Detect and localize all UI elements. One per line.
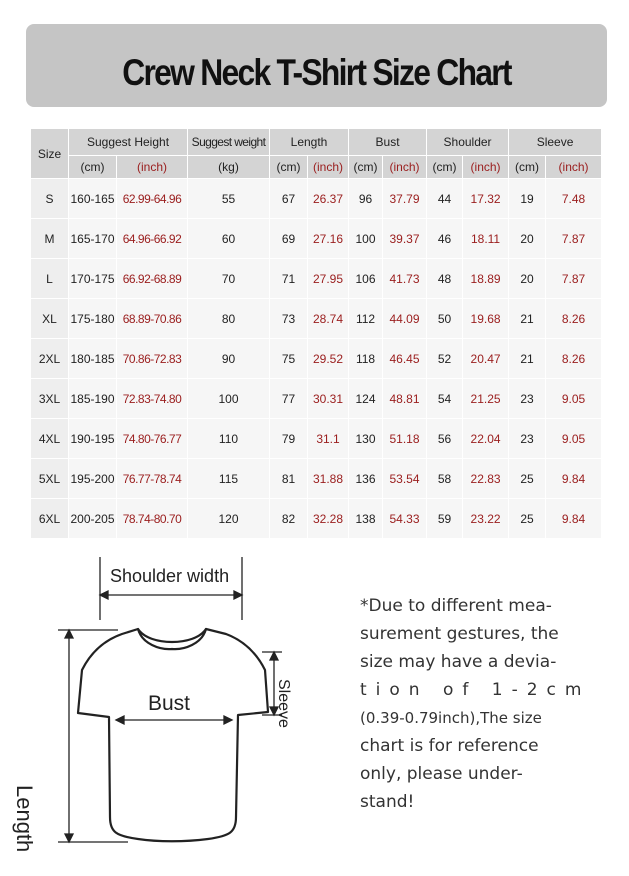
table-cell: 20.47	[463, 339, 509, 379]
note-line: (0.39-0.79inch),The size	[360, 709, 542, 727]
unit-sleeve-inch: (inch)	[546, 156, 602, 179]
table-cell: 8.26	[546, 339, 602, 379]
table-cell: 22.04	[463, 419, 509, 459]
table-cell: 50	[427, 299, 463, 339]
table-row	[31, 219, 602, 259]
size-cell: XL	[31, 299, 69, 339]
table-cell: 64.96-66.92	[117, 219, 188, 259]
note-line: stand!	[360, 792, 415, 812]
table-cell: 60	[188, 219, 270, 259]
table-cell: 55	[188, 179, 270, 219]
table-cell: 31.88	[308, 459, 349, 499]
header-shoulder: Shoulder	[427, 129, 509, 156]
table-unit-row	[31, 156, 602, 179]
unit-bust-inch: (inch)	[383, 156, 427, 179]
unit-sleeve-cm: (cm)	[509, 156, 546, 179]
unit-length-cm: (cm)	[270, 156, 308, 179]
table-cell: 69	[270, 219, 308, 259]
table-row	[31, 259, 602, 299]
note-line: *Due to different mea-	[360, 596, 552, 616]
table-cell: 19	[509, 179, 546, 219]
table-row	[31, 419, 602, 459]
length-label: Length	[12, 785, 37, 853]
size-cell: S	[31, 179, 69, 219]
table-cell: 106	[349, 259, 383, 299]
table-row	[31, 179, 602, 219]
table-cell: 138	[349, 499, 383, 539]
table-cell: 28.74	[308, 299, 349, 339]
table-cell: 44	[427, 179, 463, 219]
table-cell: 53.54	[383, 459, 427, 499]
size-cell: 4XL	[31, 419, 69, 459]
table-cell: 190-195	[69, 419, 117, 459]
table-header-row	[31, 129, 602, 156]
table-cell: 66.92-68.89	[117, 259, 188, 299]
table-row	[31, 339, 602, 379]
table-cell: 8.26	[546, 299, 602, 339]
table-row	[31, 499, 602, 539]
size-cell: M	[31, 219, 69, 259]
table-cell: 18.11	[463, 219, 509, 259]
table-cell: 185-190	[69, 379, 117, 419]
note-line: surement gestures, the	[360, 624, 559, 644]
table-cell: 21	[509, 299, 546, 339]
note-line: size may have a devia-	[360, 652, 557, 672]
table-cell: 9.05	[546, 419, 602, 459]
table-cell: 71	[270, 259, 308, 299]
table-cell: 58	[427, 459, 463, 499]
table-cell: 31.1	[308, 419, 349, 459]
table-cell: 46.45	[383, 339, 427, 379]
table-cell: 20	[509, 219, 546, 259]
table-cell: 17.32	[463, 179, 509, 219]
table-cell: 54	[427, 379, 463, 419]
table-cell: 9.05	[546, 379, 602, 419]
table-cell: 51.18	[383, 419, 427, 459]
table-cell: 62.99-64.96	[117, 179, 188, 219]
table-cell: 48.81	[383, 379, 427, 419]
table-cell: 79	[270, 419, 308, 459]
table-cell: 200-205	[69, 499, 117, 539]
table-cell: 77	[270, 379, 308, 419]
table-cell: 175-180	[69, 299, 117, 339]
table-cell: 70.86-72.83	[117, 339, 188, 379]
table-row	[31, 459, 602, 499]
size-cell: L	[31, 259, 69, 299]
table-cell: 23	[509, 379, 546, 419]
table-cell: 115	[188, 459, 270, 499]
table-cell: 22.83	[463, 459, 509, 499]
table-cell: 195-200	[69, 459, 117, 499]
size-cell: 2XL	[31, 339, 69, 379]
table-cell: 19.68	[463, 299, 509, 339]
table-cell: 23	[509, 419, 546, 459]
table-cell: 54.33	[383, 499, 427, 539]
table-cell: 180-185	[69, 339, 117, 379]
table-cell: 78.74-80.70	[117, 499, 188, 539]
header-sleeve: Sleeve	[509, 129, 602, 156]
table-row	[31, 379, 602, 419]
bust-label: Bust	[148, 692, 191, 715]
measurement-note	[360, 592, 600, 816]
table-cell: 136	[349, 459, 383, 499]
table-cell: 32.28	[308, 499, 349, 539]
table-cell: 170-175	[69, 259, 117, 299]
tshirt-diagram	[12, 552, 330, 872]
table-cell: 48	[427, 259, 463, 299]
table-cell: 44.09	[383, 299, 427, 339]
table-cell: 118	[349, 339, 383, 379]
table-cell: 100	[188, 379, 270, 419]
table-cell: 39.37	[383, 219, 427, 259]
header-length: Length	[270, 129, 349, 156]
note-line: chart is for reference	[360, 736, 539, 756]
table-cell: 7.87	[546, 259, 602, 299]
table-cell: 90	[188, 339, 270, 379]
page-title: Crew Neck T-Shirt Size Chart	[122, 52, 511, 93]
table-cell: 160-165	[69, 179, 117, 219]
table-cell: 74.80-76.77	[117, 419, 188, 459]
table-cell: 120	[188, 499, 270, 539]
table-cell: 81	[270, 459, 308, 499]
table-cell: 20	[509, 259, 546, 299]
unit-shoulder-inch: (inch)	[463, 156, 509, 179]
table-cell: 82	[270, 499, 308, 539]
note-line: tion of 1-2cm	[360, 680, 591, 700]
table-cell: 110	[188, 419, 270, 459]
table-cell: 52	[427, 339, 463, 379]
table-cell: 30.31	[308, 379, 349, 419]
table-cell: 165-170	[69, 219, 117, 259]
table-cell: 46	[427, 219, 463, 259]
table-cell: 100	[349, 219, 383, 259]
table-cell: 72.83-74.80	[117, 379, 188, 419]
table-cell: 59	[427, 499, 463, 539]
table-cell: 56	[427, 419, 463, 459]
table-cell: 25	[509, 459, 546, 499]
table-cell: 9.84	[546, 459, 602, 499]
table-cell: 41.73	[383, 259, 427, 299]
table-cell: 67	[270, 179, 308, 219]
header-suggest-weight: Suggest weight	[188, 129, 270, 156]
table-cell: 23.22	[463, 499, 509, 539]
unit-height-inch: (inch)	[117, 156, 188, 179]
table-cell: 80	[188, 299, 270, 339]
table-cell: 9.84	[546, 499, 602, 539]
table-cell: 130	[349, 419, 383, 459]
shoulder-width-label: Shoulder width	[110, 566, 230, 586]
table-cell: 7.48	[546, 179, 602, 219]
size-chart-table	[30, 128, 602, 539]
table-cell: 27.16	[308, 219, 349, 259]
header-suggest-height: Suggest Height	[69, 129, 188, 156]
table-cell: 18.89	[463, 259, 509, 299]
table-cell: 112	[349, 299, 383, 339]
table-cell: 68.89-70.86	[117, 299, 188, 339]
table-cell: 21.25	[463, 379, 509, 419]
table-row	[31, 299, 602, 339]
table-cell: 7.87	[546, 219, 602, 259]
table-cell: 21	[509, 339, 546, 379]
size-cell: 6XL	[31, 499, 69, 539]
header-bust: Bust	[349, 129, 427, 156]
table-cell: 73	[270, 299, 308, 339]
size-cell: 5XL	[31, 459, 69, 499]
table-cell: 75	[270, 339, 308, 379]
unit-length-inch: (inch)	[308, 156, 349, 179]
size-cell: 3XL	[31, 379, 69, 419]
unit-weight-kg: (kg)	[188, 156, 270, 179]
table-cell: 29.52	[308, 339, 349, 379]
sleeve-label: Sleeve	[275, 679, 292, 728]
unit-shoulder-cm: (cm)	[427, 156, 463, 179]
table-cell: 27.95	[308, 259, 349, 299]
title-banner	[26, 24, 607, 107]
table-cell: 124	[349, 379, 383, 419]
table-cell: 26.37	[308, 179, 349, 219]
table-cell: 96	[349, 179, 383, 219]
table-cell: 25	[509, 499, 546, 539]
table-cell: 70	[188, 259, 270, 299]
table-cell: 76.77-78.74	[117, 459, 188, 499]
table-body	[31, 179, 602, 539]
unit-height-cm: (cm)	[69, 156, 117, 179]
header-size: Size	[31, 129, 69, 179]
note-line: only, please under-	[360, 764, 523, 784]
unit-bust-cm: (cm)	[349, 156, 383, 179]
table-cell: 37.79	[383, 179, 427, 219]
